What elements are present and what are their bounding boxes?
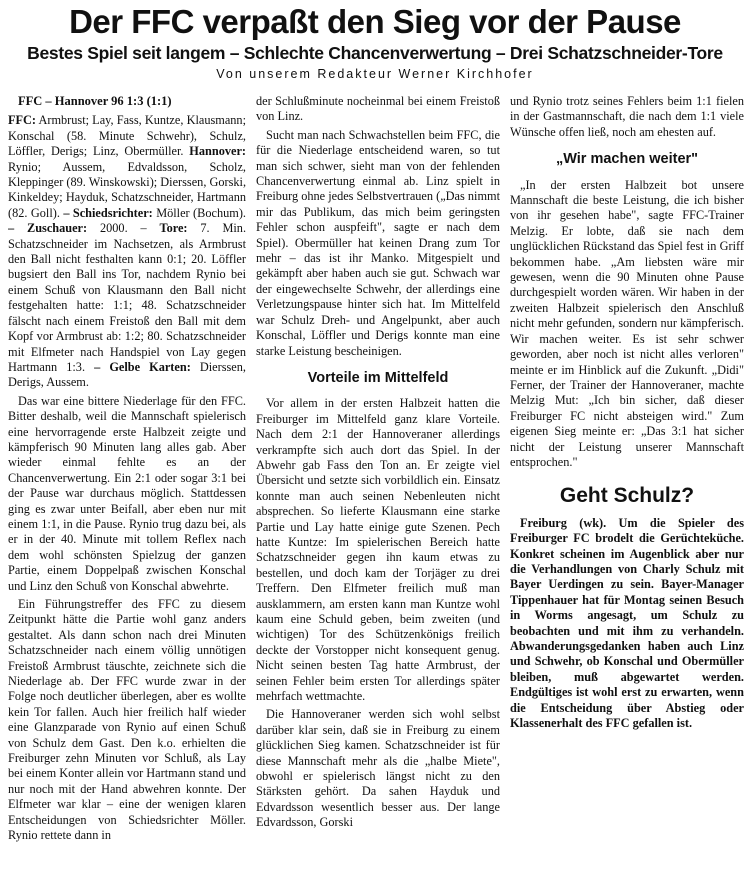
paragraph: Vor allem in der ersten Halbzeit hatten die Freiburger im Mittelfeld ganz klare Vorteile. Nach dem 2:1 der Hannoveraner allerdings verkrampfte sich auch dort das Spiel. In der Abwehr gab Fass den Ton an. Er zeigte viel Übersicht und setzte sich vorbildlich ein. Einsatz konnte man auch seinen Nebenleuten nicht absprechen. So lieferte Klausmann eine starke Partie und Lay hatte einige gute Szenen. Pech hatte Kuntze: Im spielerischen Bereich hatte Schatzschneider gegen ihn kaum etwas zu bestellen, und doch kam der Torjäger zu drei Treffern. Den Elfmeter freilich muß man ausklammern, am ersten kann man Kuntze wohl kaum eine Schuld geben, beim zweiten (und wichtigen) Tor des Schützenkönigs freilich deckte der Vorstopper nicht konsequent genug. Nicht seinen besten Tag hatte Armbrust, der seinen Fehler beim ersten Tor allerdings später mehrfach wettmachte. [256, 396, 500, 704]
paragraph: Das war eine bittere Niederlage für den FFC. Bitter deshalb, weil die Mannschaft spielerisch eine hervorragende erste Halbzeit zeigte und kämpferisch 90 Minuten lang alles gab. Aber wieder einmal fehlte es an der Chancenverwertung. Ein 2:1 oder sogar 3:1 bei der Pause war durchaus möglich. Stattdessen ging es zwar unter Beifall, aber eben nur mit einem 1:1, in die Pause. Rynio trug dazu bei, als er in der 40. Minute mit tollem Reflex nach dem wohl schönsten Spielzug der ganzen Partie, einem Doppelpaß zwischen Konschal und Linz den Schuß von Konschal abwehrte. [8, 393, 246, 593]
box-title: Geht Schulz? [559, 484, 695, 508]
paragraph: Die Hannoveraner werden sich wohl selbst darüber klar sein, daß sie in Freiburg zu einem glücklichen Sieg kamen. Schatzschneider ist für diese Mannschaft mehr als die „halbe Miete", obwohl er spielerisch längst nicht zu den Stärksten gehört. Da sahen Hayduk und Edvardsson wesentlich besser aus. Der lange Edvardsson, Gorski [256, 707, 500, 830]
box-text [510, 516, 744, 732]
column-1 [8, 94, 246, 873]
byline: Von unserem Redakteur Werner Kirchhofer [216, 67, 534, 81]
paragraph: der Schlußminute nocheinmal bei einem Freistoß von Linz. [256, 94, 500, 124]
cards: Dierssen, Derigs, Aussem. [8, 359, 246, 390]
subheadline: Bestes Spiel seit langem – Schlechte Chancenverwertung – Drei Schatzschneider-Tore [27, 43, 723, 63]
spectators-label: – Zuschauer: [8, 221, 88, 236]
article-columns [8, 94, 744, 873]
hannover-lineup: Rynio; Aussem, Edvaldsson, Scholz, Kleppinger (89. Winskowski); Dierssen, Gorski, Kinkeldey; Hayduk, Schatzschneider, Hartmann (82. Goll). [8, 159, 246, 220]
cards-label: – Gelbe Karten: [94, 359, 191, 374]
ffc-label: FFC: [8, 113, 36, 128]
paragraph: Sucht man nach Schwachstellen beim FFC, die für die Niederlage entscheidend waren, so tut man sich schwer, sieht man von der fehlenden Chancenverwertung einmal ab. Linz spielt in Freiburg ohne jedes Selbstvertrauen („Das nimmt mir das Publikum, das mich beim geringsten Fehler schon auspfeift", sagte er nach dem Spiel). Obermüller hat keinen Drang zum Tor mehr – das ist ihr Manko. Mitgespielt und gekämpft aber haben auch sie gut. Schwach war der eingewechselte Schwehr, der allerdings eine Verletzungspause hinter sich hat. Im Mittelfeld war Schulz Dreh- und Angelpunkt, aber auch Konschal, Löffler und Derigs konnte man eine starke Leistung bescheinigen. [256, 127, 500, 358]
section-subtitle: Vorteile im Mittelfeld [307, 369, 449, 386]
lineup-block [8, 113, 246, 390]
goals: 7. Min. Schatzschneider im Nachsetzen, als Armbrust den Ball nicht festhalten kann 0:1; 20. Löffler bugsiert den Ball ins Tor, nachdem Rynio bei einem Schuß von Klausmann den Ball nicht festgehalten hatte: 1:1; 48. Schatzschneider fälscht nach einem Freistoß den Ball mit dem Kopf vor Armbrust ab: 1:2; 80. Schatzschneider mit Elfmeter nach Handspiel von Lay gegen Hartmann 1:3. [8, 221, 246, 374]
paragraph: und Rynio trotz seines Fehlers beim 1:1 fielen in der Gastmannschaft, die nach dem 1:1 viele Wünsche offen ließ, noch am ehesten auf. [510, 94, 744, 139]
paragraph: „In der ersten Halbzeit bot unsere Mannschaft die beste Leistung, die ich bisher von ihr gesehen habe", sagte FFC-Trainer Melzig. Er lobte, daß sie nach dem unglücklichen Rückstand das Spiel fest in Griff bekommen habe. „Am liebsten wäre mir gewesen, wenn die 90 Minuten ohne Pause durchgespielt worden wären. Wir haben in der zweiten Halbzeit spielerisch den Anschluß nicht mehr gefunden, sondern nur kämpferisch. Wir machen weiter. Es ist sehr schwer geworden, aber noch ist nicht alles verloren" meinte er im Hinblick auf die Zukunft. „Didi" Ferner, der Trainer der Hannoveraner, machte Melzig Mut: „Ich bin sicher, daß dieser Freiburger FC nicht absteigen wird." Zum eigenen Sieg meinte er: „Das 3:1 hat sicher nicht der Leistung unserer Mannschaft entsprochen." [510, 177, 744, 469]
match-title: FFC – Hannover 96 1:3 (1:1) [18, 94, 172, 108]
ffc-lineup: Armbrust; Lay, Fass, Kuntze, Klausmann; Konschal (58. Minute Schwehr), Schulz, Löffler, Derigs; Linz, Obermüller. [8, 113, 246, 159]
column-3 [510, 94, 744, 873]
spectators: 2000. – [99, 221, 147, 236]
referee-label: – Schiedsrichter: [63, 205, 153, 220]
box-body: (wk). Um die Spieler des Freiburger FC brodelt die Gerüchteküche. Konkret scheinen im Augenblick aber nur die Verhandlungen von Charly Schulz mit Bayer Uerdingen zu sein. Bayer-Manager Tippenhauer hat für Montag seinen Besuch in Worms angesagt, um Schulz zu beobachten und mit ihm zu verhandeln. Abwanderungsgedanken haben auch Linz und Schwehr, ob Konschal und Obermüller bleiben, muß abgewartet werden. Endgültiges ist wohl erst zu erwarten, wenn die Entscheidung über Abstieg oder Klassenerhalt des FFC gefallen ist. [510, 515, 744, 731]
goals-label: Tore: [159, 221, 188, 236]
box-dateline: Freiburg [520, 515, 567, 530]
headline: Der FFC verpaßt den Sieg vor der Pause [69, 3, 681, 40]
column-2 [256, 94, 500, 873]
hannover-label: Hannover: [189, 144, 246, 159]
referee: Möller (Bochum). [156, 205, 246, 220]
paragraph: Ein Führungstreffer des FFC zu diesem Zeitpunkt hätte die Partie wohl ganz anders gestaltet. Als dann schon nach drei Minuten Schatzschneider nach einem völlig unnötigen Freistoß Armbrust täuschte, zeichnete sich die Niederlage ab. Der FFC wurde zwar in der Folge noch deutlicher überlegen, aber es wollte kein Tor fallen. Auch hier freilich half wieder eine Glanzparade von Rynio auf einen Schuß von Schulz dem Gast. Den k.o. erhielten die Freiburger zehn Minuten vor Schluß, als Lay bei einem Konter allein vor Hartmann stand und nur noch mit der Hand abwehren konnte. Der Elfmeter war klar – eine der wenigen klaren Entscheidungen von Schiedsrichter Möller. Rynio rettete dann in [8, 597, 246, 843]
section-subtitle: „Wir machen weiter" [555, 151, 699, 168]
